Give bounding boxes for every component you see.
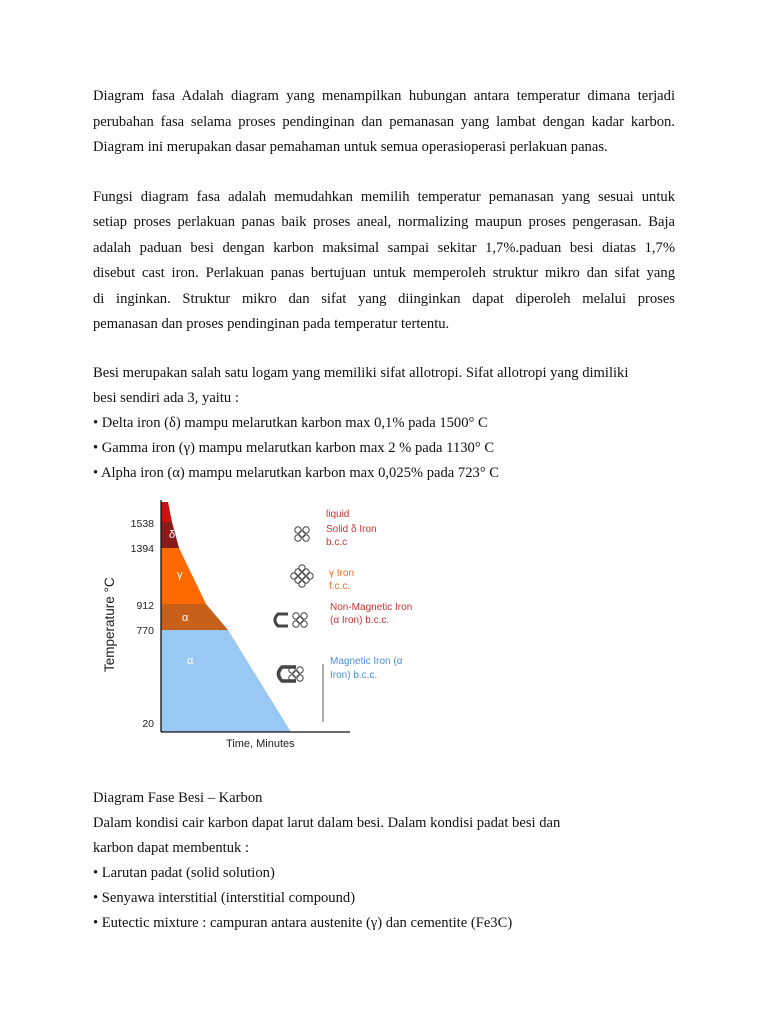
tick-770: 770	[136, 625, 154, 637]
paragraph-2-line-1: Fungsi diagram fasa adalah memudahkan memilih temperatur pemanasan yang sesuai untuk	[93, 189, 675, 205]
paragraph-1-line-3: Diagram ini merupakan dasar pemahaman untuk semua operasioperasi perlakuan panas.	[93, 139, 608, 155]
tick-20: 20	[142, 718, 154, 730]
magnetic-alpha-region	[161, 630, 291, 732]
gamma-symbol: γ	[177, 569, 183, 581]
paragraph-1-line-1: Diagram fasa Adalah diagram yang menampilkan hubungan antara temperatur dimana terjadi	[93, 88, 675, 104]
section-2-line-2: karbon dapat membentuk :	[93, 840, 250, 856]
legend-nonmagnetic-line1: Non-Magnetic Iron	[330, 602, 413, 613]
liquid-region	[161, 502, 172, 522]
gamma-region	[161, 548, 206, 604]
bcc-lattice-icon-delta	[295, 527, 309, 541]
paragraph-2-line-4: disebut cast iron. Perlakuan panas bertujuan untuk memperoleh struktur mikro dan sifat yang	[93, 265, 675, 281]
bullet-solid-solution: • Larutan padat (solid solution)	[93, 865, 275, 881]
section-2-heading: Diagram Fase Besi – Karbon	[93, 790, 263, 806]
iron-allotropy-diagram	[92, 492, 438, 752]
nonmagnetic-alpha-region	[161, 604, 228, 630]
bullet-interstitial-compound: • Senyawa interstitial (interstitial compound)	[93, 890, 356, 906]
tick-1538: 1538	[130, 518, 154, 530]
x-axis-label: Time, Minutes	[226, 738, 295, 750]
magnet-icon-nonmagnetic	[275, 614, 288, 626]
legend-magnetic-line1: Magnetic Iron (α	[330, 656, 403, 667]
bullet-delta-iron: • Delta iron (δ) mampu melarutkan karbon max 0,1% pada 1500° C	[93, 415, 488, 431]
legend-nonmagnetic-line2: (α Iron) b.c.c.	[330, 615, 390, 626]
bullet-gamma-iron: • Gamma iron (γ) mampu melarutkan karbon max 2 % pada 1130° C	[93, 440, 495, 456]
bcc-lattice-icon-nonmagnetic	[293, 613, 307, 627]
alpha-magnetic-symbol: α	[187, 655, 194, 667]
paragraph-2-line-3: adalah paduan besi dengan karbon maksimal sampai sekitar 1,7%.paduan besi diatas 1,7%	[93, 240, 675, 256]
legend-gamma-line1: γ Iron	[329, 568, 355, 579]
legend-delta-line1: Solid δ Iron	[326, 524, 377, 535]
magnet-icon-magnetic	[279, 667, 297, 681]
paragraph-3-line-1: Besi merupakan salah satu logam yang memiliki sifat allotropi. Sifat allotropi yang dimiliki	[93, 365, 629, 381]
paragraph-2-line-2: setiap proses perlakuan panas baik proses aneal, normalizing maupun proses pengerasan. Baja	[93, 214, 675, 230]
alpha-nonmagnetic-symbol: α	[182, 612, 189, 624]
paragraph-3-line-2: besi sendiri ada 3, yaitu :	[93, 390, 239, 406]
fcc-lattice-icon-gamma	[291, 565, 313, 587]
paragraph-2-line-6: pemanasan dan proses pendinginan pada temperatur tertentu.	[93, 316, 450, 332]
bullet-alpha-iron: • Alpha iron (α) mampu melarutkan karbon max 0,025% pada 723° C	[93, 465, 500, 481]
paragraph-2-line-5: di inginkan. Struktur mikro dan sifat yang diinginkan dapat diperoleh melalui proses	[93, 291, 675, 307]
legend-delta-line2: b.c.c	[326, 537, 348, 548]
tick-1394: 1394	[130, 543, 154, 555]
legend-liquid-label: liquid	[326, 509, 350, 520]
bcc-lattice-icon-magnetic	[289, 667, 303, 681]
legend-gamma-line2: f.c.c.	[329, 581, 351, 592]
paragraph-1-line-2: perubahan fasa selama proses pendinginan dan pemanasan yang lambat dengan kadar karbon.	[93, 114, 675, 130]
y-axis-label: Temperature °C	[102, 577, 117, 672]
legend-magnetic-line2: Iron) b.c.c.	[330, 670, 378, 681]
delta-symbol: δ	[169, 529, 176, 541]
tick-912: 912	[136, 600, 154, 612]
section-2-line-1: Dalam kondisi cair karbon dapat larut dalam besi. Dalam kondisi padat besi dan	[93, 815, 561, 831]
bullet-eutectic-mixture: • Eutectic mixture : campuran antara austenite (γ) dan cementite (Fe3C)	[93, 915, 513, 931]
